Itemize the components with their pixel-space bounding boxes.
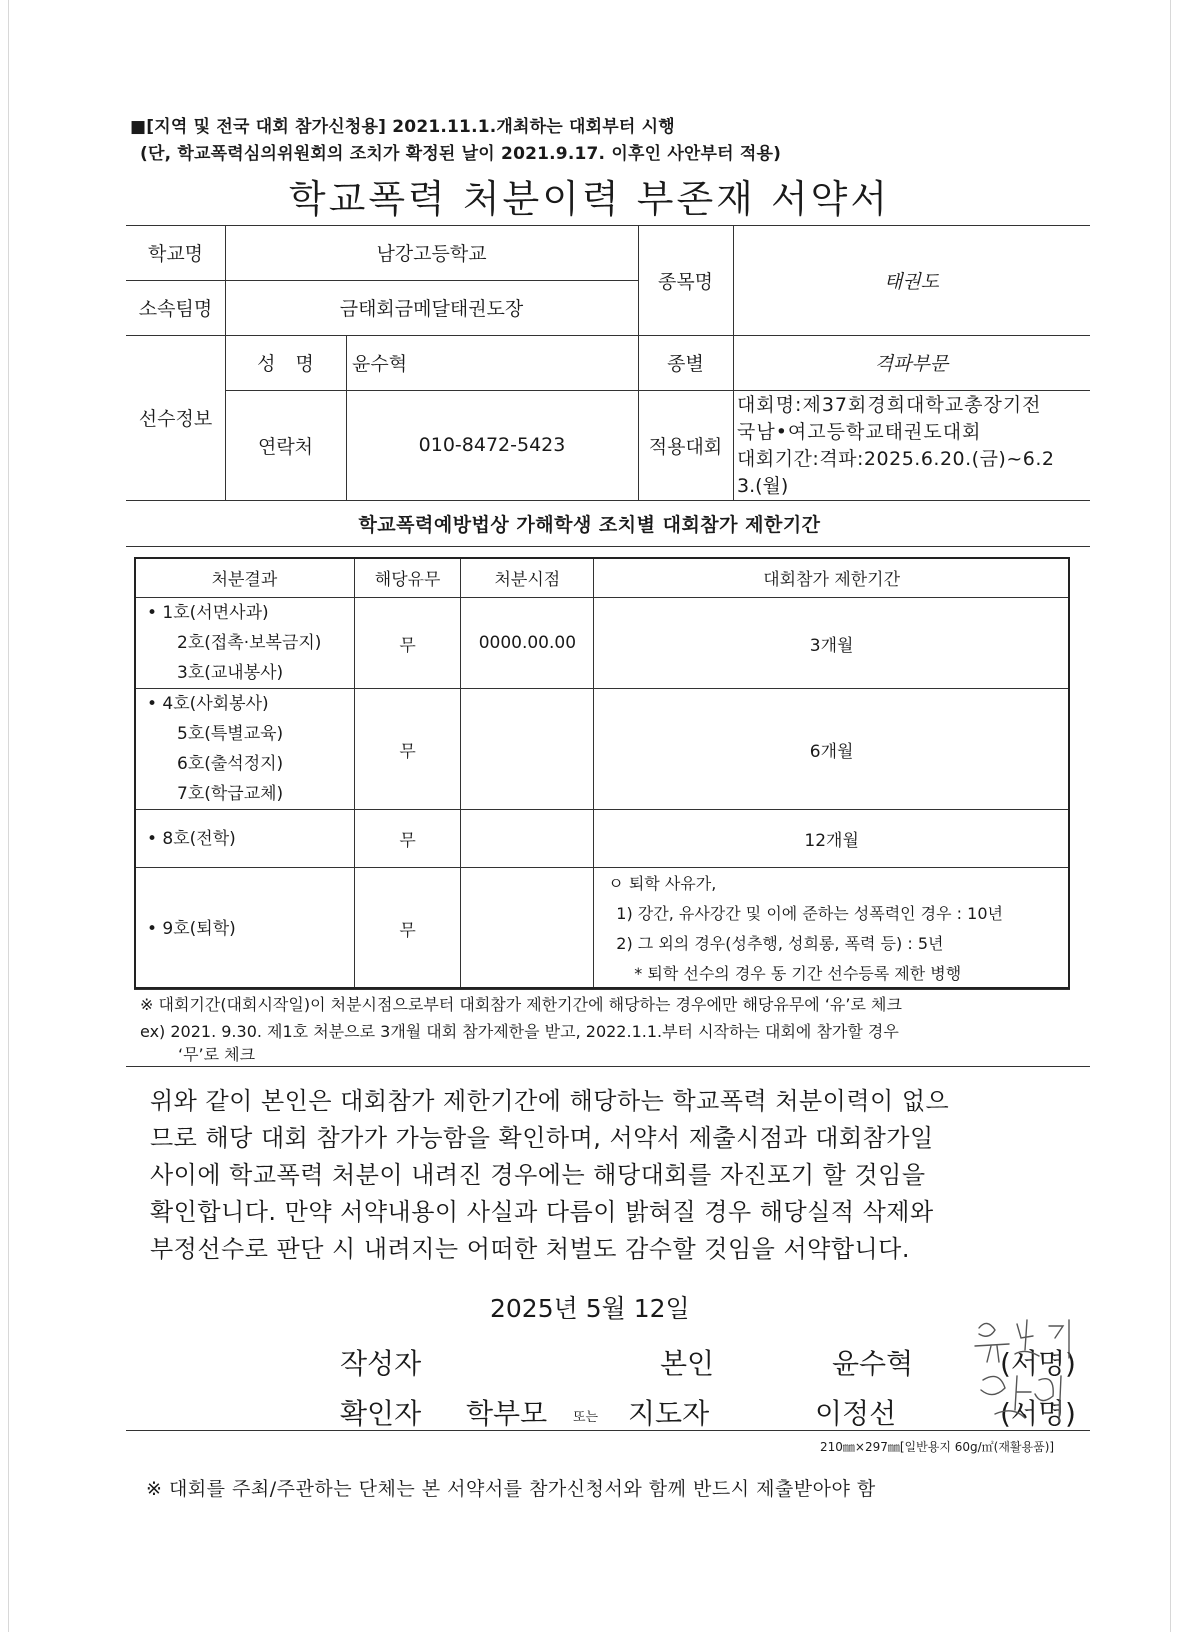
period-cell xyxy=(594,868,1070,990)
contact-label: 연락처 xyxy=(257,435,314,458)
expulsion-reason: ㅇ 퇴학 사유가, xyxy=(608,873,717,893)
competition-name-line2: 국남•여고등학교태권도대회 xyxy=(737,421,982,443)
expulsion-case-2: 2) 그 외의 경우(성추행, 성희롱, 폭력 등) : 5년 xyxy=(616,933,944,953)
pledge-date: 2025년 5월 12일 xyxy=(490,1294,690,1323)
player-info-label: 선수정보 xyxy=(138,408,213,430)
table-row xyxy=(135,868,1070,990)
date-cell xyxy=(461,810,594,868)
table-row xyxy=(135,810,1070,868)
table-row xyxy=(135,689,1070,810)
writer-role: 본인 xyxy=(660,1347,715,1380)
category-value: 격파부문 xyxy=(874,353,949,375)
paper-spec: 210㎜×297㎜[일반용지 60g/㎡(재활용품)] xyxy=(820,1440,1055,1454)
writer-name: 윤수혁 xyxy=(832,1347,914,1380)
pledge-line-3: 사이에 학교폭력 처분이 내려진 경우에는 해당대회를 자진포기 할 것임을 xyxy=(150,1161,926,1189)
result-4: • 4호(사회봉사) xyxy=(147,694,269,714)
section-rule xyxy=(126,546,1090,547)
applicable-cell: 무 xyxy=(354,810,461,868)
header-period: 대회참가 제한기간 xyxy=(594,558,1070,598)
final-note: ※ 대회를 주최/주관하는 단체는 본 서약서를 참가신청서와 함께 반드시 제출받아야 함 xyxy=(146,1478,876,1500)
section-title: 학교폭력예방법상 가해학생 조치별 대회참가 제한기간 xyxy=(358,514,821,536)
expulsion-case-1: 1) 강간, 유사강간 및 이에 준하는 성폭력인 경우 : 10년 xyxy=(616,903,1003,923)
applicable-cell: 무 xyxy=(354,868,461,990)
document-title: 학교폭력 처분이력 부존재 서약서 xyxy=(288,177,891,221)
applicable-cell: 무 xyxy=(354,689,461,810)
info-bottom-rule xyxy=(126,500,1090,501)
signature-rule xyxy=(126,1430,1090,1431)
table-row xyxy=(135,598,1070,689)
name-label: 성 명 xyxy=(257,353,314,375)
result-8: • 8호(전학) xyxy=(147,828,236,849)
competition-info xyxy=(737,392,1087,500)
confirmer-role-parent: 학부모 xyxy=(466,1397,548,1430)
pledge-line-2: 므로 해당 대회 참가가 가능함을 확인하며, 서약서 제출시점과 대회참가일 xyxy=(150,1124,934,1152)
name-value: 윤수혁 xyxy=(352,353,408,375)
team-label: 소속팀명 xyxy=(138,298,213,320)
pledge-line-4: 확인합니다. 만약 서약내용이 사실과 다름이 밝혀질 경우 해당실적 삭제와 xyxy=(150,1198,934,1226)
school-label: 학교명 xyxy=(147,243,204,265)
result-cell xyxy=(135,689,355,810)
date-cell xyxy=(461,868,594,990)
writer-label: 작성자 xyxy=(340,1347,422,1380)
penalty-header-row xyxy=(135,558,1070,598)
category-label: 종별 xyxy=(667,353,704,375)
pledge-paragraph xyxy=(150,1083,1070,1268)
result-9: • 9호(퇴학) xyxy=(147,918,236,939)
school-value: 남강고등학교 xyxy=(376,243,487,265)
result-1: • 1호(서면사과) xyxy=(147,603,269,623)
period-cell: 6개월 xyxy=(594,689,1070,810)
competition-label: 적용대회 xyxy=(648,435,723,458)
result-6: 6호(출석정지) xyxy=(177,754,284,774)
header-result: 처분결과 xyxy=(135,558,355,598)
team-value: 금태회금메달태권도장 xyxy=(339,298,524,320)
pledge-line-1: 위와 같이 본인은 대회참가 제한기간에 해당하는 학교폭력 처분이력이 없으 xyxy=(150,1087,950,1115)
date-cell xyxy=(461,689,594,810)
confirmer-sign-label: (서명) xyxy=(1000,1397,1076,1430)
result-3: 3호(교내봉사) xyxy=(177,663,284,683)
notes-rule xyxy=(126,1066,1090,1067)
notice-line-2: (단, 학교폭력심의위원회의 조치가 확정된 날이 2021.9.17. 이후인 사안부터 적용) xyxy=(140,144,782,164)
confirmer-or: 또는 xyxy=(573,1410,599,1425)
confirmer-name: 이정선 xyxy=(815,1397,897,1430)
period-cell: 3개월 xyxy=(594,598,1070,689)
result-cell xyxy=(135,868,355,990)
penalty-table xyxy=(134,557,1070,990)
result-2: 2호(접촉·보복금지) xyxy=(177,633,322,653)
period-cell: 12개월 xyxy=(594,810,1070,868)
confirmer-role-coach: 지도자 xyxy=(628,1397,710,1430)
applicable-cell: 무 xyxy=(354,598,461,689)
date-cell: 0000.00.00 xyxy=(461,598,594,689)
pledge-line-5: 부정선수로 판단 시 내려지는 어떠한 처벌도 감수할 것임을 서약합니다. xyxy=(150,1235,910,1263)
result-cell xyxy=(135,810,355,868)
note-3: ‘무’로 체크 xyxy=(178,1045,256,1064)
result-cell xyxy=(135,598,355,689)
writer-sign-label: (서명) xyxy=(1000,1347,1076,1380)
confirmer-label: 확인자 xyxy=(340,1397,422,1430)
header-applicable: 해당유무 xyxy=(354,558,461,598)
event-label: 종목명 xyxy=(657,270,714,293)
event-value: 태권도 xyxy=(883,270,940,293)
handwritten-signature xyxy=(965,1310,1085,1450)
competition-period-line2: 3.(월) xyxy=(737,475,789,497)
expulsion-note: * 퇴학 선수의 경우 동 기간 선수등록 제한 병행 xyxy=(634,963,962,983)
result-7: 7호(학급교체) xyxy=(177,784,284,804)
header-date: 처분시점 xyxy=(461,558,594,598)
competition-period-line1: 대회기간:격파:2025.6.20.(금)~6.2 xyxy=(737,448,1055,470)
competition-name-line1: 대회명:제37회경희대학교총장기전 xyxy=(737,394,1042,416)
notice-line-1: ■[지역 및 전국 대회 참가신청용] 2021.11.1.개최하는 대회부터 시행 xyxy=(130,117,675,137)
contact-value: 010-8472-5423 xyxy=(418,434,566,456)
result-5: 5호(특별교육) xyxy=(177,724,284,744)
note-1: ※ 대회기간(대회시작일)이 처분시점으로부터 대회참가 제한기간에 해당하는 경우에만 해당유무에 ‘유’로 체크 xyxy=(140,995,902,1014)
note-2: ex) 2021. 9.30. 제1호 처분으로 3개월 대회 참가제한을 받고, 2022.1.1.부터 시작하는 대회에 참가할 경우 xyxy=(140,1022,899,1041)
